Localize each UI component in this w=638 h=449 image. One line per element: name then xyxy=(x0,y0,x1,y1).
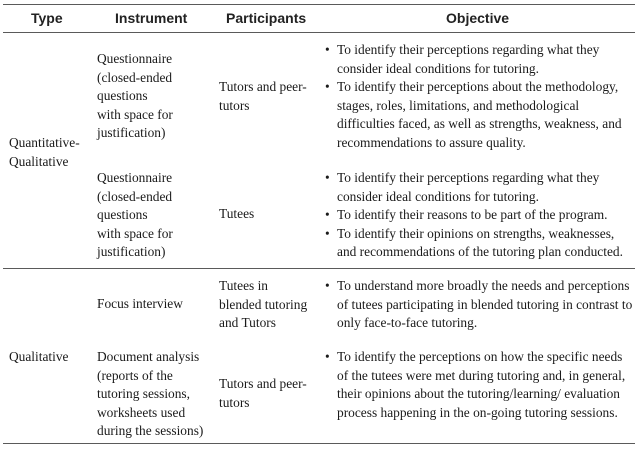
header-participants: Participants xyxy=(226,10,307,26)
instrument-line: (closed-ended xyxy=(97,188,173,204)
instrument-line: Document analysis xyxy=(97,349,200,364)
instrument-line: justification) xyxy=(97,244,166,259)
instrument-line: with space for xyxy=(97,225,173,241)
instrument-line: worksheets used xyxy=(97,404,186,420)
table-top-rule xyxy=(3,4,635,5)
participants-line: Tutees in xyxy=(219,278,268,293)
group-divider-rule xyxy=(3,268,635,269)
instrument-line: with space for xyxy=(97,106,173,122)
type-cell xyxy=(9,348,69,367)
instrument-line: questions xyxy=(97,88,148,103)
participants-line: Tutors and peer- xyxy=(219,79,307,94)
instrument-line: (reports of the xyxy=(97,367,173,383)
instrument-line: justification) xyxy=(97,125,166,140)
instrument-line: tutoring sessions, xyxy=(97,386,190,401)
objectives-list xyxy=(322,41,634,152)
instrument-line: (closed-ended xyxy=(97,69,173,85)
instrument-cell xyxy=(97,348,203,441)
participants-line: and Tutors xyxy=(219,315,276,330)
participants-line: blended tutoring xyxy=(219,296,308,312)
instrument-line: questions xyxy=(97,207,148,222)
instrument-cell xyxy=(97,169,173,262)
instrument-line: Questionnaire xyxy=(97,51,173,66)
objective-item: • To identify their reasons to be part of the program. xyxy=(322,206,634,225)
type-line: Qualitative xyxy=(9,349,69,364)
participants-line: Tutors and peer- xyxy=(219,376,307,391)
objective-item: • To identify their opinions on strengths, weaknesses, and recommendations of the tutoring plan conducted. xyxy=(322,225,634,262)
participants-line: tutors xyxy=(219,394,250,410)
instrument-cell xyxy=(97,295,183,314)
objective-item: • To identify their perceptions regarding what they consider ideal conditions for tutoring. xyxy=(322,169,634,206)
participants-cell xyxy=(219,277,307,333)
participants-line: Tutees xyxy=(219,206,255,221)
header-objective: Objective xyxy=(446,10,510,26)
participants-line: tutors xyxy=(219,97,250,113)
objective-item: • To identify the perceptions on how the specific needs of the tutees were met during tutoring and, in general, their opinions about the tutoring/learning/ evaluation process happening in the on-going tutoring sessions. xyxy=(322,348,634,422)
instrument-line: Questionnaire xyxy=(97,170,173,185)
header-instrument: Instrument xyxy=(115,10,188,26)
header-rule xyxy=(3,32,635,33)
instrument-cell xyxy=(97,50,173,143)
objective-item: • To understand more broadly the needs and perceptions of tutees participating in blended tutoring in contrast to only face-to-face tutoring. xyxy=(322,277,634,333)
type-cell xyxy=(9,134,80,171)
instrument-line: Focus interview xyxy=(97,296,183,311)
participants-cell xyxy=(219,375,307,412)
header-type: Type xyxy=(31,10,63,26)
objectives-list xyxy=(322,348,634,422)
objective-item: • To identify their perceptions regarding what they consider ideal conditions for tutoring. xyxy=(322,41,634,78)
objectives-list xyxy=(322,169,634,262)
type-line: Quantitative- xyxy=(9,135,80,150)
instrument-line: during the sessions) xyxy=(97,423,204,438)
participants-cell xyxy=(219,205,254,224)
type-line: Qualitative xyxy=(9,153,69,169)
table-bottom-rule xyxy=(3,443,635,444)
objectives-list xyxy=(322,277,634,333)
objective-item: • To identify their perceptions about the methodology, stages, roles, limitations, and methodological difficulties faced, as well as strengths, weakness, and recommendations to assure quality. xyxy=(322,78,634,152)
participants-cell xyxy=(219,78,307,115)
